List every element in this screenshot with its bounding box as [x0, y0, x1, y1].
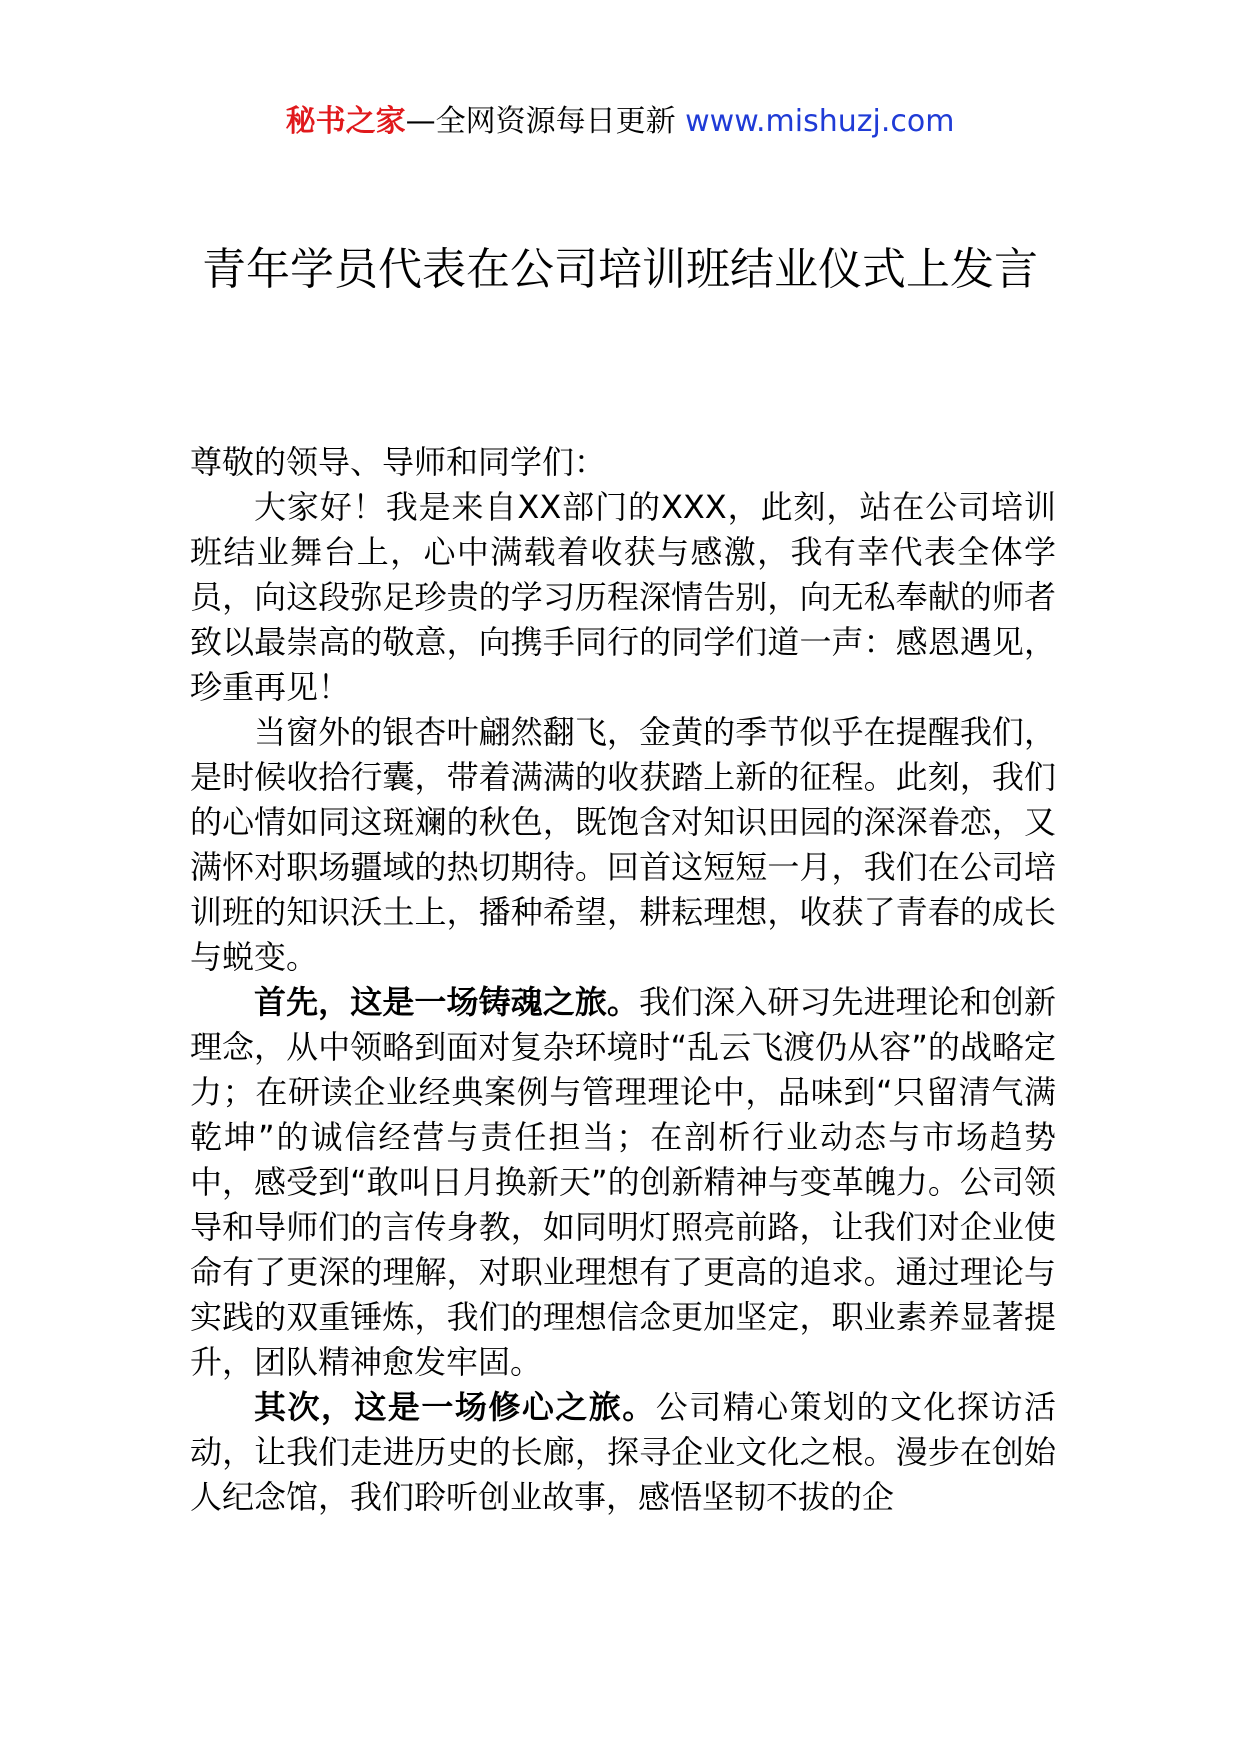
paragraph [190, 710, 1056, 980]
site-header [0, 102, 1240, 142]
site-url[interactable]: www.mishuzj.com [685, 104, 955, 139]
paragraph-text: 公司精心策划的文化探访活动，让我们走进历史的长廊，探寻企业文化之根。漫步在创始人纪念馆，我们聆听创业故事，感悟坚韧不拔的企 [190, 1388, 1056, 1516]
paragraph-lead: 首先，这是一场铸魂之旅。 [254, 983, 639, 1021]
paragraph [190, 1385, 1056, 1520]
paragraph-text: 当窗外的银杏叶翩然翻飞，金黄的季节似乎在提醒我们，是时候收拾行囊，带着满满的收获踏上新的征程。此刻，我们的心情如同这斑斓的秋色，既饱含对知识田园的深深眷恋，又满怀对职场疆域的热切期待。回首这短短一月，我们在公司培训班的知识沃土上，播种希望，耕耘理想，收获了青春的成长与蜕变。 [190, 713, 1056, 976]
paragraph-text: 大家好！我是来自XX部门的XXX，此刻，站在公司培训班结业舞台上，心中满载着收获与感激，我有幸代表全体学员，向这段弥足珍贵的学习历程深情告别，向无私奉献的师者致以最崇高的敬意，向携手同行的同学们道一声：感恩遇见，珍重再见！ [190, 488, 1056, 706]
paragraph-text: 我们深入研习先进理论和创新理念，从中领略到面对复杂环境时“乱云飞渡仍从容”的战略定力；在研读企业经典案例与管理理论中，品味到“只留清气满乾坤”的诚信经营与责任担当；在剖析行业动态与市场趋势中，感受到“敢叫日月换新天”的创新精神与变革魄力。公司领导和导师们的言传身教，如同明灯照亮前路，让我们对企业使命有了更深的理解，对职业理想有了更高的追求。通过理论与实践的双重锤炼，我们的理想信念更加坚定，职业素养显著提升，团队精神愈发牢固。 [190, 983, 1056, 1381]
brand-name: 秘书之家 [285, 104, 406, 139]
document-title: 青年学员代表在公司培训班结业仪式上发言 [202, 244, 1038, 295]
paragraph [190, 980, 1056, 1385]
salutation: 尊敬的领导、导师和同学们： [190, 443, 607, 481]
document-body [190, 440, 1056, 1520]
paragraph-lead: 其次，这是一场修心之旅。 [254, 1388, 656, 1426]
paragraph [190, 485, 1056, 710]
header-tagline: —全网资源每日更新 [405, 104, 686, 139]
